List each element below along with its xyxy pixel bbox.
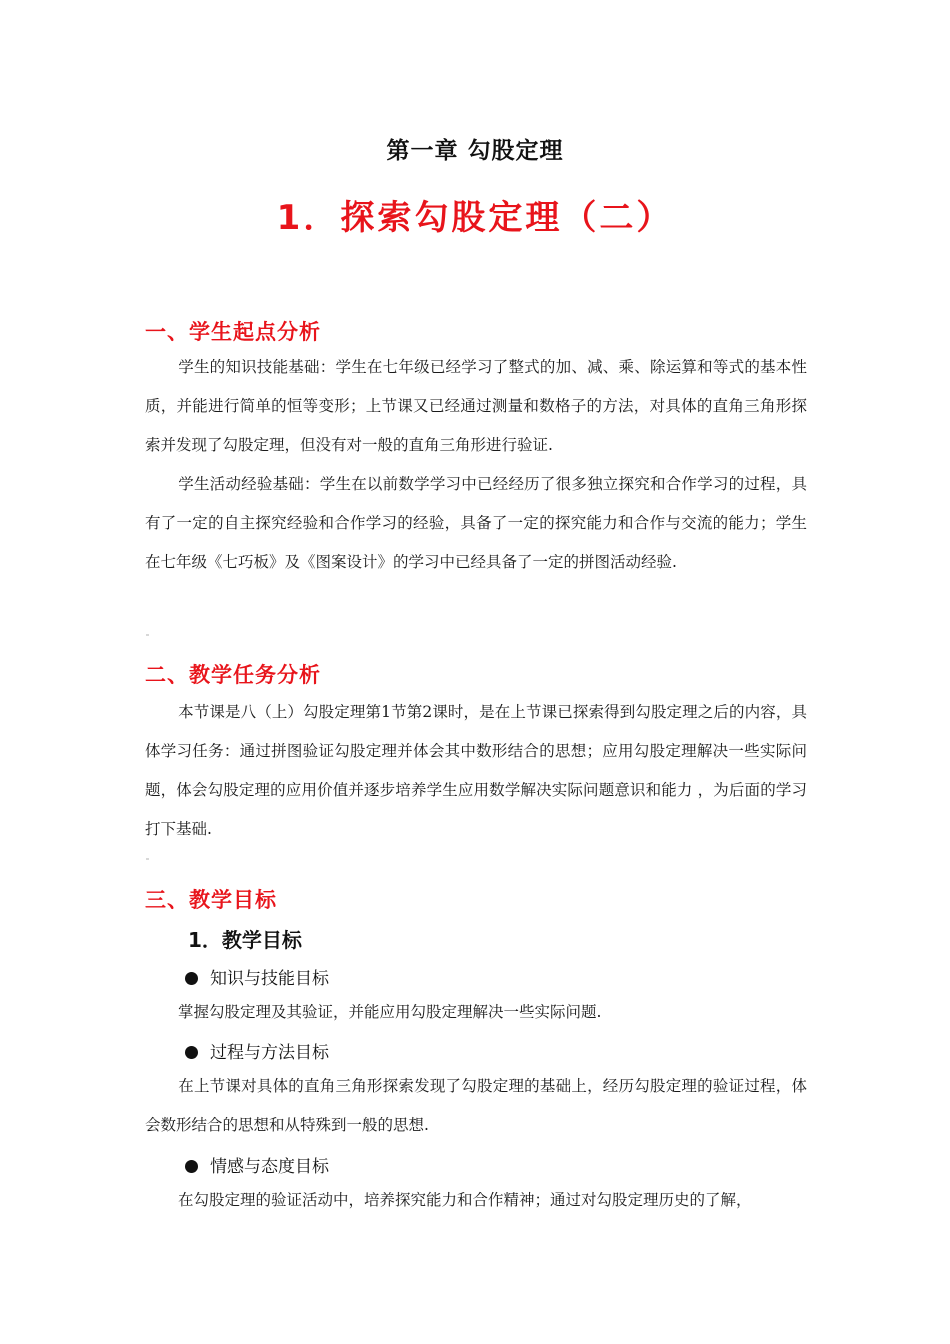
paragraph-text: 掌握勾股定理及其验证，并能应用勾股定理解决一些实际问题. bbox=[178, 1003, 602, 1021]
subheading-teaching-goals: 1．教学目标 bbox=[188, 928, 302, 952]
goal-emotion-attitude bbox=[185, 1152, 329, 1177]
paragraph-activity-basis bbox=[145, 465, 807, 582]
bullet-icon bbox=[185, 1160, 198, 1173]
paragraph-text: 本节课是八（上）勾股定理第1节第2课时，是在上节课已探索得到勾股定理之后的内容，具体学习任务：通过拼图验证勾股定理并体会其中数形结合的思想；应用勾股定理解决一些实际问题，体会勾股定理的应用价值并逐步培养学生应用数学解决实际问题意识和能力 ，为后面的学习打下基础. bbox=[145, 703, 807, 838]
goal-emotion-text bbox=[145, 1181, 807, 1220]
paragraph-text: 学生的知识技能基础：学生在七年级已经学习了整式的加、减、乘、除运算和等式的基本性质，并能进行简单的恒等变形；上节课又已经通过测量和数格子的方法，对具体的直角三角形探索并发现了勾股定理，但没有对一般的直角三角形进行验证. bbox=[145, 358, 807, 454]
divider-mark bbox=[146, 634, 149, 636]
paragraph-task-analysis bbox=[145, 693, 807, 849]
goal-knowledge-text bbox=[145, 993, 807, 1032]
goal-label: 情感与态度目标 bbox=[210, 1157, 329, 1177]
paragraph-text: 在上节课对具体的直角三角形探索发现了勾股定理的基础上，经历勾股定理的验证过程，体会数形结合的思想和从特殊到一般的思想. bbox=[145, 1077, 807, 1134]
goal-knowledge-skills bbox=[185, 964, 329, 989]
chapter-title: 第一章 勾股定理 bbox=[386, 138, 564, 164]
lesson-title: 1．探索勾股定理（二） bbox=[276, 198, 674, 238]
bullet-icon bbox=[185, 972, 198, 985]
goal-label: 过程与方法目标 bbox=[210, 1043, 329, 1063]
goal-label: 知识与技能目标 bbox=[210, 969, 329, 989]
section-heading-teaching-goals: 三、教学目标 bbox=[145, 888, 277, 912]
section-heading-task-analysis: 二、教学任务分析 bbox=[145, 663, 321, 687]
paragraph-text: 在勾股定理的验证活动中，培养探究能力和合作精神；通过对勾股定理历史的了解， bbox=[178, 1191, 752, 1209]
section-heading-student-analysis: 一、学生起点分析 bbox=[145, 320, 321, 344]
goal-process-text bbox=[145, 1067, 807, 1145]
divider-mark bbox=[146, 858, 149, 860]
goal-process-method bbox=[185, 1038, 329, 1063]
bullet-icon bbox=[185, 1046, 198, 1059]
paragraph-knowledge-basis bbox=[145, 348, 807, 465]
paragraph-text: 学生活动经验基础：学生在以前数学学习中已经经历了很多独立探究和合作学习的过程，具有了一定的自主探究经验和合作学习的经验，具备了一定的探究能力和合作与交流的能力；学生在七年级《七巧板》及《图案设计》的学习中已经具备了一定的拼图活动经验. bbox=[145, 475, 807, 571]
